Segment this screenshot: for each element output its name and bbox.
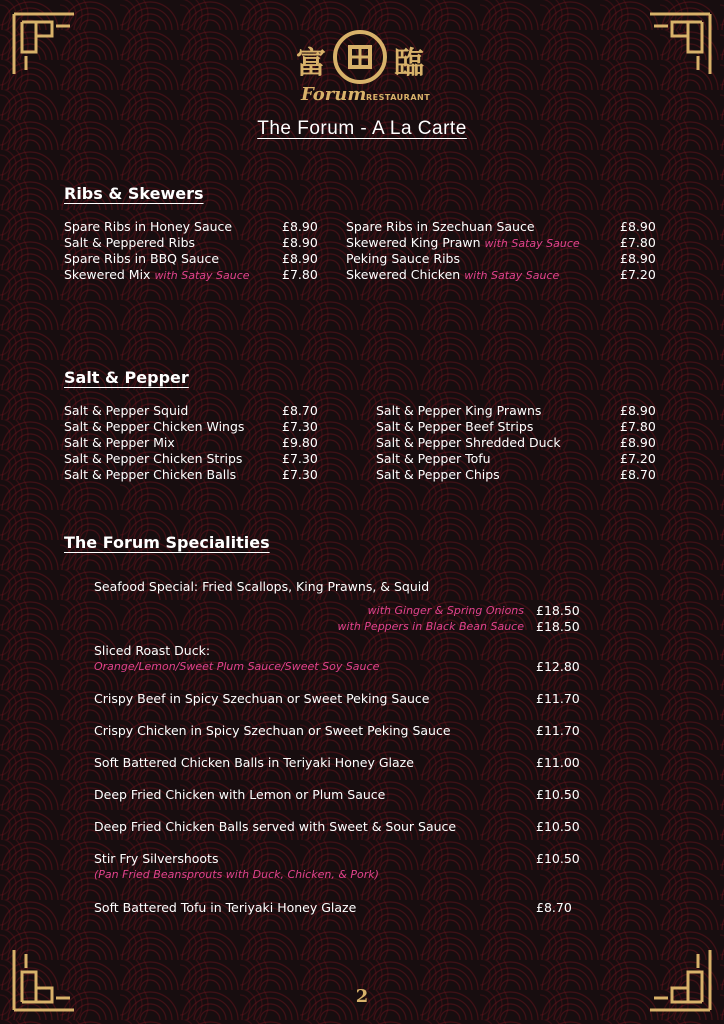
- menu-item-name: Stir Fry Silvershoots: [94, 851, 219, 866]
- menu-item-name: Soft Battered Chicken Balls in Teriyaki Honey Glaze: [94, 755, 414, 770]
- menu-item-note: with Satay Sauce: [154, 269, 250, 282]
- menu-item-name: Seafood Special: Fried Scallops, King Prawns, & Squid: [94, 579, 430, 594]
- menu-item-price: £10.50: [536, 787, 580, 802]
- menu-item-name: Deep Fried Chicken with Lemon or Plum Sauce: [94, 787, 386, 802]
- menu-item-price: £7.30: [282, 451, 318, 466]
- menu-item-name: Crispy Chicken in Spicy Szechuan or Sweet Peking Sauce: [94, 723, 451, 738]
- menu-item-name: Deep Fried Chicken Balls served with Sweet & Sour Sauce: [94, 819, 457, 834]
- menu-item-name: Sliced Roast Duck:: [94, 643, 211, 658]
- menu-item-name: Spare Ribs in Honey Sauce: [64, 219, 233, 234]
- menu-item-name: Salt & Pepper King Prawns: [376, 403, 542, 418]
- menu-item-price: £7.80: [620, 419, 656, 434]
- menu-item-price: £11.70: [536, 691, 580, 706]
- page-number: 2: [355, 986, 369, 1007]
- menu-item-price: £18.50: [536, 603, 580, 618]
- menu-item-name: [64, 267, 250, 284]
- menu-item-price: £8.70: [620, 467, 656, 482]
- menu-item-note: (Pan Fried Beansprouts with Duck, Chicken, & Pork): [94, 868, 379, 881]
- section-title-specialities: The Forum Specialities: [64, 533, 270, 552]
- menu-item-price: £11.00: [536, 755, 580, 770]
- corner-ornament-icon: [642, 12, 712, 82]
- menu-item-name: Crispy Beef in Spicy Szechuan or Sweet Peking Sauce: [94, 691, 430, 706]
- menu-item-price: £8.90: [620, 435, 656, 450]
- menu-item-name: Spare Ribs in BBQ Sauce: [64, 251, 220, 266]
- menu-item-name: Salt & Pepper Tofu: [376, 451, 491, 466]
- logo-right-character: 臨: [394, 46, 424, 81]
- menu-item-note: Orange/Lemon/Sweet Plum Sauce/Sweet Soy Sauce: [94, 660, 380, 673]
- section-title-salt-pepper: Salt & Pepper: [64, 368, 189, 387]
- menu-item-name: [346, 235, 580, 252]
- menu-item-price: £8.90: [620, 219, 656, 234]
- menu-item-note: with Peppers in Black Bean Sauce: [337, 620, 524, 633]
- menu-item-note: with Satay Sauce: [464, 269, 560, 282]
- menu-item-name: [346, 267, 559, 284]
- menu-item-label: Skewered Mix: [64, 267, 151, 282]
- menu-item-price: £11.70: [536, 723, 580, 738]
- menu-item-price: £12.80: [536, 659, 580, 674]
- menu-item-price: £8.90: [282, 251, 318, 266]
- corner-ornament-icon: [12, 12, 82, 82]
- menu-item-price: £9.80: [282, 435, 318, 450]
- menu-item-price: £7.80: [620, 235, 656, 250]
- menu-item-name: Salt & Pepper Beef Strips: [376, 419, 534, 434]
- menu-item-price: £8.70: [536, 900, 572, 915]
- menu-item-price: £18.50: [536, 619, 580, 634]
- menu-item-name: Salt & Pepper Chips: [376, 467, 500, 482]
- menu-item-price: £8.90: [282, 235, 318, 250]
- menu-item-name: Salt & Pepper Shredded Duck: [376, 435, 561, 450]
- menu-item-price: £7.20: [620, 451, 656, 466]
- menu-item-name: Salt & Pepper Chicken Balls: [64, 467, 237, 482]
- menu-item-name: Salt & Peppered Ribs: [64, 235, 196, 250]
- menu-item-name: Salt & Pepper Chicken Strips: [64, 451, 243, 466]
- menu-item-name: Soft Battered Tofu in Teriyaki Honey Glaze: [94, 900, 357, 915]
- brand-name: Forum: [301, 84, 367, 105]
- menu-item-price: £7.20: [620, 267, 656, 282]
- menu-item-price: £7.30: [282, 419, 318, 434]
- menu-item-price: £7.80: [282, 267, 318, 282]
- menu-item-price: £8.90: [282, 219, 318, 234]
- menu-item-name: Salt & Pepper Mix: [64, 435, 175, 450]
- menu-item-name: Salt & Pepper Chicken Wings: [64, 419, 245, 434]
- menu-item-name: Salt & Pepper Squid: [64, 403, 189, 418]
- brand-suffix: RESTAURANT: [366, 93, 431, 102]
- menu-item-price: £10.50: [536, 851, 580, 866]
- menu-item-label: Skewered King Prawn: [346, 235, 481, 250]
- menu-item-label: Skewered Chicken: [346, 267, 461, 282]
- menu-item-price: £8.90: [620, 251, 656, 266]
- menu-item-price: £8.90: [620, 403, 656, 418]
- page-title: The Forum - A La Carte: [257, 118, 467, 139]
- section-title-ribs: Ribs & Skewers: [64, 184, 204, 203]
- menu-item-price: £7.30: [282, 467, 318, 482]
- menu-item-name: Peking Sauce Ribs: [346, 251, 460, 266]
- menu-item-name: Spare Ribs in Szechuan Sauce: [346, 219, 535, 234]
- logo-left-character: 富: [296, 46, 326, 81]
- coin-logo-icon: [332, 29, 388, 85]
- menu-item-note: with Ginger & Spring Onions: [367, 604, 524, 617]
- menu-item-note: with Satay Sauce: [484, 237, 580, 250]
- menu-item-price: £8.70: [282, 403, 318, 418]
- menu-item-price: £10.50: [536, 819, 580, 834]
